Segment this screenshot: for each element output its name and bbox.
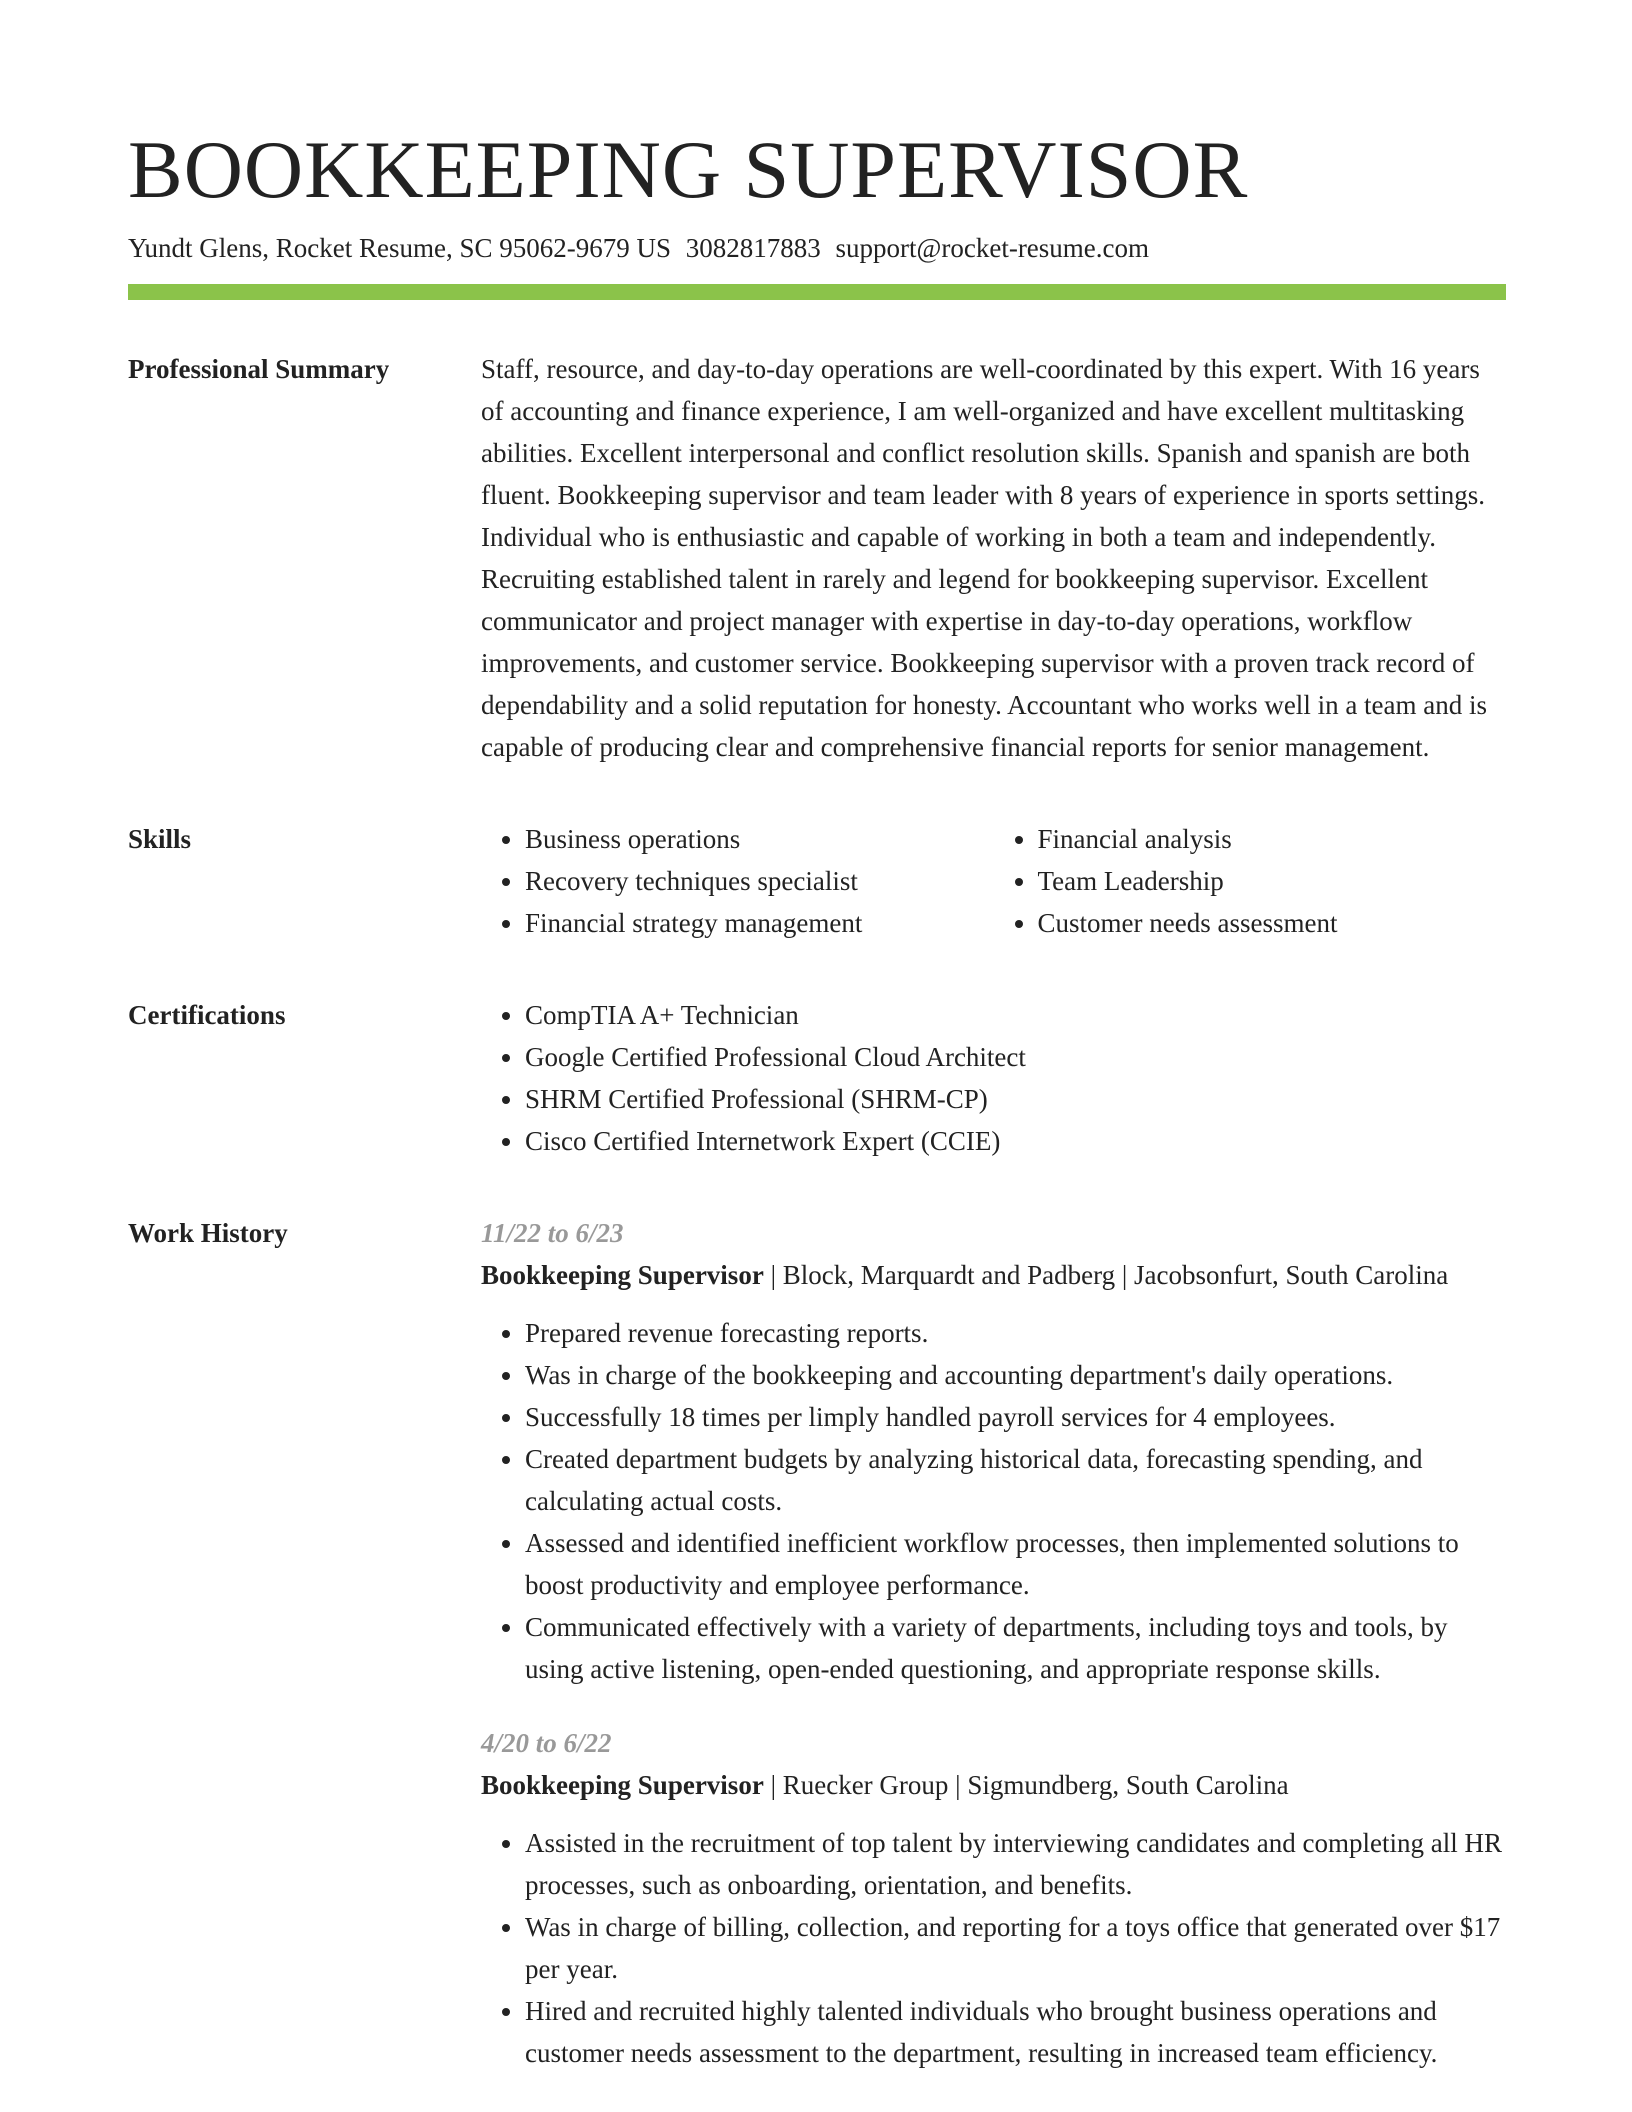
job-title: Bookkeeping Supervisor bbox=[481, 1770, 764, 1800]
job-duty-item: • Assessed and identified inefficient workflow processes, then implemented solutions to boost productivity and employee performance. bbox=[525, 1522, 1506, 1606]
contact-email[interactable]: support@rocket-resume.com bbox=[835, 233, 1150, 263]
job-employer-location: | Ruecker Group | Sigmundberg, South Carolina bbox=[763, 1770, 1289, 1800]
job-duties-list bbox=[481, 1822, 1506, 2074]
job-duty-item: • Created department budgets by analyzing historical data, forecasting spending, and calculating actual costs. bbox=[525, 1438, 1506, 1522]
job-duty-item: • Was in charge of billing, collection, and reporting for a toys office that generated over $17 per year. bbox=[525, 1906, 1506, 1990]
skills-column-2 bbox=[994, 818, 1507, 944]
header-divider bbox=[128, 284, 1506, 300]
job-duty-item: • Successfully 18 times per limply handled payroll services for 4 employees. bbox=[525, 1396, 1506, 1438]
job-employer-location: | Block, Marquardt and Padberg | Jacobsonfurt, South Carolina bbox=[763, 1260, 1449, 1290]
work-history-section bbox=[128, 1212, 1506, 2074]
summary-heading: Professional Summary bbox=[128, 354, 390, 384]
summary-section bbox=[128, 348, 1506, 768]
job-heading bbox=[481, 1764, 1506, 1806]
contact-phone: 3082817883 bbox=[685, 233, 821, 263]
job-heading bbox=[481, 1254, 1506, 1296]
skill-item: • Financial analysis bbox=[1038, 818, 1507, 860]
resume-page bbox=[128, 120, 1506, 2074]
job-entry bbox=[481, 1212, 1506, 1690]
certification-item: • Cisco Certified Internetwork Expert (CCIE) bbox=[525, 1120, 1506, 1162]
certification-item: • Google Certified Professional Cloud Architect bbox=[525, 1036, 1506, 1078]
job-duty-item: • Was in charge of the bookkeeping and accounting department's daily operations. bbox=[525, 1354, 1506, 1396]
contact-line bbox=[128, 230, 1506, 266]
job-duty-item: • Communicated effectively with a variety of departments, including toys and tools, by using active listening, open-ended questioning, and appropriate response skills. bbox=[525, 1606, 1506, 1690]
job-dates: 11/22 to 6/23 bbox=[481, 1218, 624, 1248]
resume-name: BOOKKEEPING SUPERVISOR bbox=[128, 124, 1249, 215]
certification-item: • SHRM Certified Professional (SHRM-CP) bbox=[525, 1078, 1506, 1120]
skill-item: • Customer needs assessment bbox=[1038, 902, 1507, 944]
certifications-section bbox=[128, 994, 1506, 1162]
job-duty-item: • Assisted in the recruitment of top talent by interviewing candidates and completing all HR processes, such as onboarding, orientation, and benefits. bbox=[525, 1822, 1506, 1906]
contact-address: Yundt Glens, Rocket Resume, SC 95062-9679 US bbox=[128, 233, 671, 263]
job-duties-list bbox=[481, 1312, 1506, 1690]
skills-column-1 bbox=[481, 818, 994, 944]
job-dates: 4/20 to 6/22 bbox=[481, 1728, 612, 1758]
skill-item: • Financial strategy management bbox=[525, 902, 994, 944]
skills-heading: Skills bbox=[128, 824, 192, 854]
work-history-heading: Work History bbox=[128, 1218, 288, 1248]
skill-item: • Recovery techniques specialist bbox=[525, 860, 994, 902]
skills-section bbox=[128, 818, 1506, 944]
certification-item: • CompTIA A+ Technician bbox=[525, 994, 1506, 1036]
job-duty-item: • Prepared revenue forecasting reports. bbox=[525, 1312, 1506, 1354]
job-entry bbox=[481, 1722, 1506, 2074]
summary-text: Staff, resource, and day-to-day operations are well-coordinated by this expert. With 16 years of accounting and finance experience, I am well-organized and have excellent multitasking abilities. Excellent interpersonal and conflict resolution skills. Spanish and spanish are both fluent. Bookkeeping supervisor and team leader with 8 years of experience in sports settings. Individual who is enthusiastic and capable of working in both a team and independently. Recruiting established talent in rarely and legend for bookkeeping supervisor. Excellent communicator and project manager with expertise in day-to-day operations, workflow improvements, and customer service. Bookkeeping supervisor with a proven track record of dependability and a solid reputation for honesty. Accountant who works well in a team and is capable of producing clear and comprehensive financial reports for senior management. bbox=[481, 354, 1488, 762]
certifications-list bbox=[481, 994, 1506, 1162]
job-duty-item: • Hired and recruited highly talented individuals who brought business operations and customer needs assessment to the department, resulting in increased team efficiency. bbox=[525, 1990, 1506, 2074]
skill-item: • Business operations bbox=[525, 818, 994, 860]
job-title: Bookkeeping Supervisor bbox=[481, 1260, 764, 1290]
certifications-heading: Certifications bbox=[128, 1000, 286, 1030]
skill-item: • Team Leadership bbox=[1038, 860, 1507, 902]
